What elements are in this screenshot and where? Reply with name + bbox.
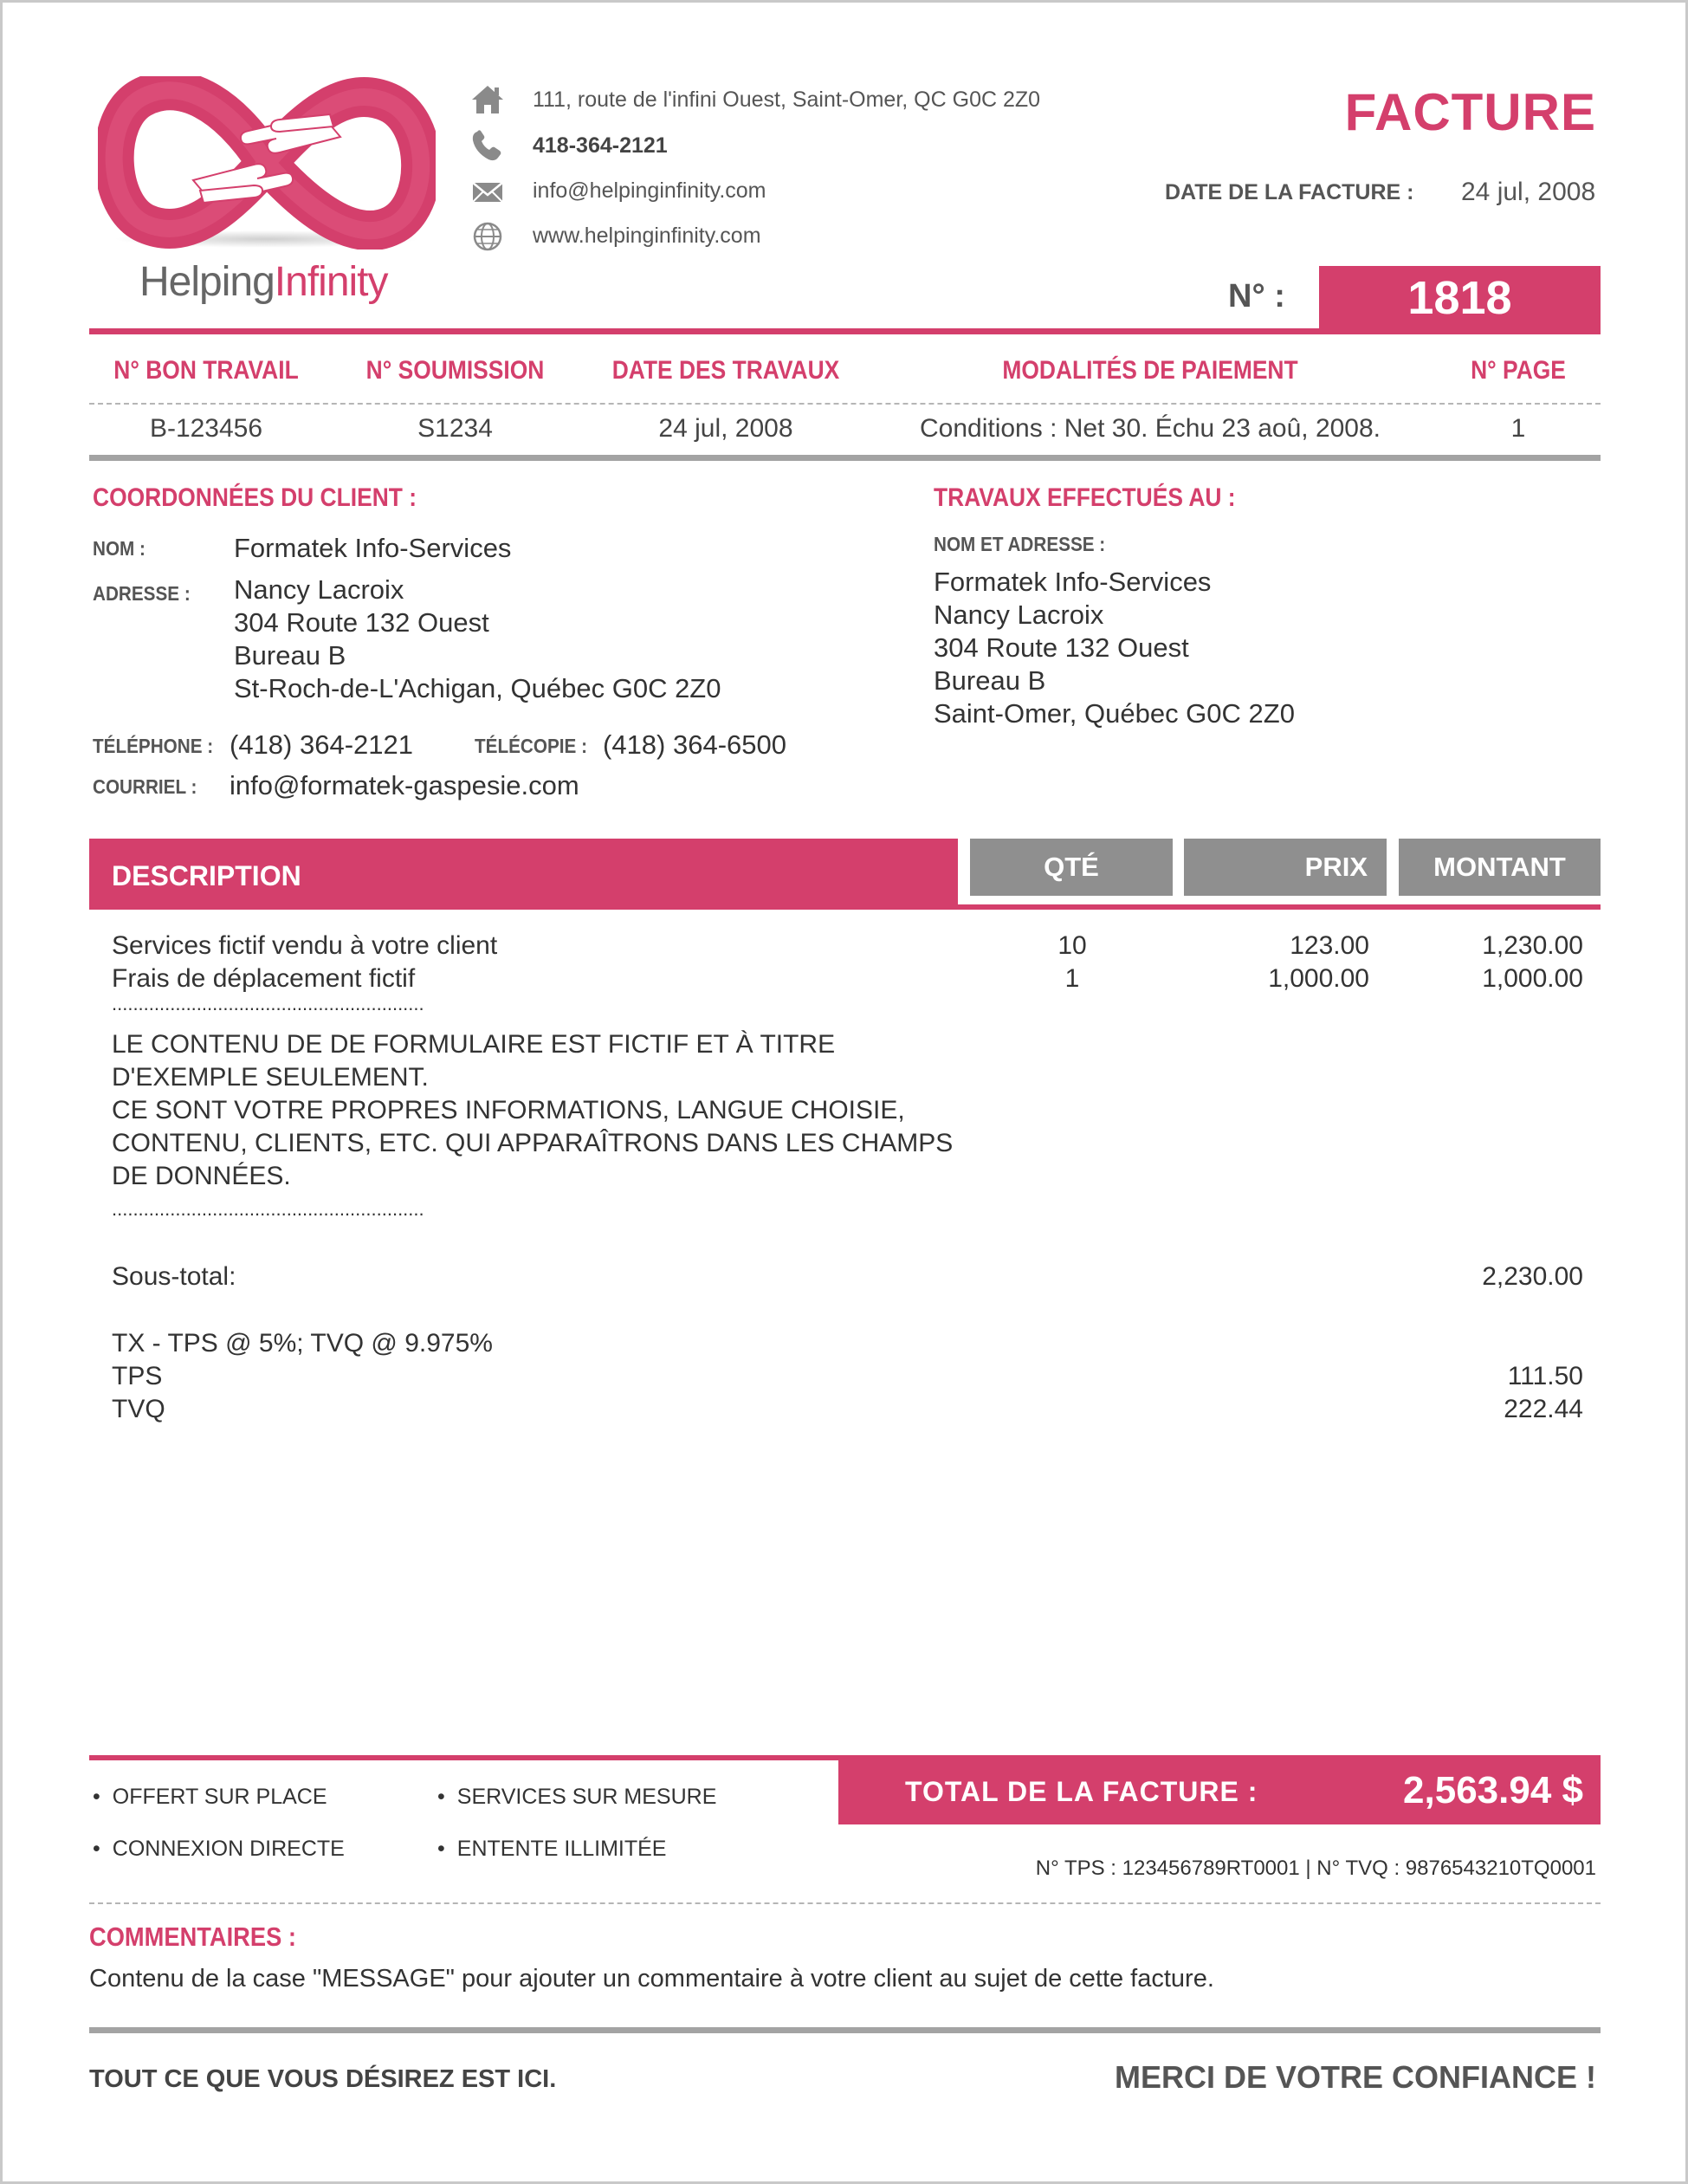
item-2-qty: 1 xyxy=(1064,964,1080,993)
bottom-rule xyxy=(89,2027,1601,2033)
job-table-divider xyxy=(89,403,1601,405)
items-header-underline xyxy=(958,904,1601,910)
item-1-amount: 1,230.00 xyxy=(1482,931,1583,960)
tvq-label: TVQ xyxy=(112,1395,165,1423)
work-site-line-1: Formatek Info-Services xyxy=(934,567,1212,597)
notice-line-3: CE SONT VOTRE PROPRES INFORMATIONS, LANGUE CHOISIE, xyxy=(112,1096,905,1124)
tax-registration-numbers: N° TPS : 123456789RT0001 | N° TVQ : 9876543210TQ0001 xyxy=(1035,1857,1596,1880)
client-phone: (418) 364-2121 xyxy=(230,729,413,760)
comments-text: Contenu de la case "MESSAGE" pour ajouter un commentaire à votre client au sujet de cette facture. xyxy=(89,1965,1214,1993)
client-address-line-2: 304 Route 132 Ouest xyxy=(234,607,489,638)
invoice-total-value: 2,563.94 $ xyxy=(1403,1769,1583,1811)
infinity-hands-logo-icon xyxy=(98,76,436,250)
item-2-amount: 1,000.00 xyxy=(1482,964,1583,993)
client-section-title: COORDONNÉES DU CLIENT : xyxy=(93,483,417,512)
client-phone-label: TÉLÉPHONE : xyxy=(93,735,214,757)
thank-you-message: MERCI DE VOTRE CONFIANCE ! xyxy=(1114,2059,1596,2095)
job-col-work-order: N° BON TRAVAIL xyxy=(113,356,299,385)
tps-value: 111.50 xyxy=(1507,1362,1583,1390)
tvq-value: 222.44 xyxy=(1504,1395,1583,1423)
item-1-description: Services fictif vendu à votre client xyxy=(112,931,498,960)
client-address-line-1: Nancy Lacroix xyxy=(234,574,404,605)
company-address: 111, route de l'infini Ouest, Saint-Omer, QC G0C 2Z0 xyxy=(533,87,1041,112)
client-address-line-4: St-Roch-de-L'Achigan, Québec G0C 2Z0 xyxy=(234,673,721,703)
description-header-label: DESCRIPTION xyxy=(112,860,301,891)
job-col-page: N° PAGE xyxy=(1471,356,1566,385)
logo-word-infinity: Infinity xyxy=(274,259,388,305)
work-site-line-4: Bureau B xyxy=(934,665,1046,696)
job-col-work-date: DATE DES TRAVAUX xyxy=(611,356,840,385)
notice-line-5: DE DONNÉES. xyxy=(112,1162,291,1190)
subtotal-label: Sous-total: xyxy=(112,1262,236,1291)
job-work-date-value: 24 jul, 2008 xyxy=(658,414,793,443)
company-website[interactable]: www.helpinginfinity.com xyxy=(533,224,761,248)
work-site-line-2: Nancy Lacroix xyxy=(934,599,1104,630)
work-site-line-5: Saint-Omer, Québec G0C 2Z0 xyxy=(934,698,1295,729)
job-col-payment-terms: MODALITÉS DE PAIEMENT xyxy=(1002,356,1298,385)
company-email[interactable]: info@helpinginfinity.com xyxy=(533,178,766,203)
client-address-label: ADRESSE : xyxy=(93,582,191,605)
job-quote-value: S1234 xyxy=(417,414,493,443)
notice-separator-bottom: ........................................................... xyxy=(112,1198,424,1220)
invoice-title: FACTURE xyxy=(1344,83,1596,141)
comments-title: COMMENTAIRES : xyxy=(89,1922,296,1952)
feature-bullet-3: • CONNEXION DIRECTE xyxy=(93,1837,345,1862)
tps-label: TPS xyxy=(112,1362,163,1390)
client-email[interactable]: info@formatek-gaspesie.com xyxy=(230,770,579,800)
feature-bullet-4: • ENTENTE ILLIMITÉE xyxy=(437,1837,666,1862)
job-table-bottom-rule xyxy=(89,455,1601,461)
logo-word-helping: Helping xyxy=(139,259,275,305)
company-phone: 418-364-2121 xyxy=(533,133,668,158)
tax-description: TX - TPS @ 5%; TVQ @ 9.975% xyxy=(112,1329,493,1358)
header-divider xyxy=(89,328,1601,334)
invoice-date-value: 24 jul, 2008 xyxy=(1461,178,1596,206)
price-header: PRIX xyxy=(1184,839,1387,896)
notice-separator-top: ........................................................... xyxy=(112,993,424,1014)
home-icon xyxy=(469,82,507,117)
qty-header: QTÉ xyxy=(970,839,1173,896)
company-slogan: TOUT CE QUE VOUS DÉSIREZ EST ICI. xyxy=(89,2065,557,2093)
invoice-number-label: N° : xyxy=(1228,278,1285,314)
client-email-label: COURRIEL : xyxy=(93,775,197,798)
globe-icon xyxy=(469,219,507,254)
job-col-quote: N° SOUMISSION xyxy=(365,356,545,385)
amount-header: MONTANT xyxy=(1399,839,1601,896)
work-site-section-title: TRAVAUX EFFECTUÉS AU : xyxy=(934,483,1236,512)
item-2-description: Frais de déplacement fictif xyxy=(112,964,416,993)
notice-line-2: D'EXEMPLE SEULEMENT. xyxy=(112,1063,429,1092)
company-logo-wordmark xyxy=(139,258,388,306)
work-site-label: NOM ET ADRESSE : xyxy=(934,533,1106,555)
client-fax: (418) 364-6500 xyxy=(603,729,786,760)
job-page-value: 1 xyxy=(1510,414,1526,443)
item-2-price: 1,000.00 xyxy=(1268,964,1369,993)
item-1-qty: 10 xyxy=(1057,931,1087,960)
job-work-order-value: B-123456 xyxy=(149,414,263,443)
feature-bullet-2: • SERVICES SUR MESURE xyxy=(437,1785,716,1810)
client-address-line-3: Bureau B xyxy=(234,640,346,671)
client-name: Formatek Info-Services xyxy=(234,533,512,563)
comments-divider xyxy=(89,1902,1601,1904)
work-site-line-3: 304 Route 132 Ouest xyxy=(934,632,1189,663)
job-payment-terms-value: Conditions : Net 30. Échu 23 aoû, 2008. xyxy=(919,414,1381,443)
invoice-date-label: DATE DE LA FACTURE : xyxy=(1165,180,1414,204)
item-1-price: 123.00 xyxy=(1290,931,1369,960)
envelope-icon xyxy=(469,174,507,209)
notice-line-1: LE CONTENU DE DE FORMULAIRE EST FICTIF ET À TITRE xyxy=(112,1030,836,1059)
subtotal-value: 2,230.00 xyxy=(1482,1262,1583,1291)
invoice-total-label: TOTAL DE LA FACTURE : xyxy=(905,1776,1258,1807)
feature-bullet-1: • OFFERT SUR PLACE xyxy=(93,1785,327,1810)
invoice-number-value: 1818 xyxy=(1407,272,1512,324)
phone-icon xyxy=(469,128,507,163)
notice-line-4: CONTENU, CLIENTS, ETC. QUI APPARAÎTRONS DANS LES CHAMPS xyxy=(112,1129,954,1157)
client-fax-label: TÉLÉCOPIE : xyxy=(475,735,587,757)
client-name-label: NOM : xyxy=(93,537,146,560)
